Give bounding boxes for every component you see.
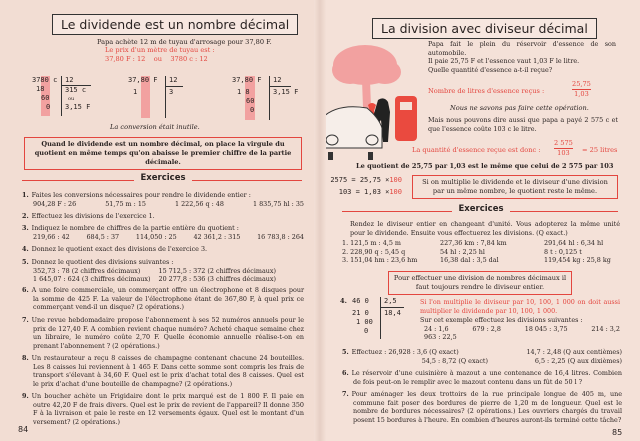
equation-1: 2575 = 25,75 ×100 xyxy=(330,176,402,184)
exercise-8: 8. Un restaurateur a reçu 8 caisses de champagne contenant chacune 24 bouteilles. Les 8 caisses lui reviennent à 1 465 F. Dans cette somme sont compris les frais de transport s'élevant à 34,60 F. Quel est le prix d'achat total des 8 caisses. Quel est le prix d'achat d'une bouteille de champagne? (2 opérations.) xyxy=(22,354,304,388)
exercise-4: 4. Donnez le quotient exact des divisions de l'exercice 3. xyxy=(22,245,208,253)
exercise-9: 9. Un boucher achète un Frigidaire dont le prix marqué est de 1 800 F. Il paie en outre 42,20 F de frais divers. Quel est le prix de revient de l'appareil? Il donne 350 F à la livraison et paie le reste en 12 versements égaux. Quel est le montant d'un versement? (2 opérations.) xyxy=(22,392,304,426)
exercise-5: 5. Donnez le quotient des divisions suivantes : 352,73 : 78 (2 chiffres décimaux) 15 712,5 : 372 (2 chiffres décimaux) 1 645,07 : 624 (3 chiffres décimaux) 20 277,8 : 536 (3 chiffres décimaux) xyxy=(22,258,276,284)
intro-text: Papa achète 12 m de tuyau d'arrosage pour 37,80 F. xyxy=(97,38,272,46)
exercises-heading: Exercices xyxy=(458,204,504,214)
page-number: 84 xyxy=(18,425,29,434)
note: La conversion était inutile. xyxy=(110,123,200,131)
fraction-result: = 25 litres xyxy=(582,146,618,154)
exercise-2: 2. Effectuez les divisions de l'exercice 1. xyxy=(22,212,155,220)
page-number: 85 xyxy=(612,428,623,437)
right-page xyxy=(320,0,640,441)
page-title: Le dividende est un nombre décimal xyxy=(52,14,298,35)
fraction: 25,75 1,03 xyxy=(572,80,591,98)
exercise-grid: 1. 121,5 m : 4,5 m 227,36 km : 7,84 km 291,64 hl : 6,34 hl 2. 228,90 q : 5,45 q 54 hl : 2,25 hl 8 t : 0,125 t 3. 151,04 hm : 23,6 hm 16,38 dal : 3,5 dal 119,454 kg : 25,8 kg xyxy=(342,239,611,265)
exercise-7: 7. Une revue hebdomadaire propose l'abonnement à ses 52 numéros annuels pour le prix de 127,40 F. A combien revient chaque numéro? Acheté chaque semaine chez un libraire, le numéro coûte 2,70 F. Quelle économie annuelle réalise-t-on en prenant l'abonnement ? (2 opérations.) xyxy=(22,316,304,350)
book-gutter xyxy=(314,0,326,441)
exercise-4-text: Sur cet exemple effectuez les divisions suivantes : 24 : 1,6 679 : 2,8 18 045 : 3,75 214 : 3,2 963 : 22,5 xyxy=(420,316,620,342)
red-text: 37,80 F : 12 ou 3780 c : 12 xyxy=(105,55,208,63)
gas-station-illustration xyxy=(320,40,425,165)
division-example-3: 37,80 F 1 8 60 0 12 3,15 F xyxy=(232,76,302,120)
exercises-heading: Exercices xyxy=(140,173,186,183)
exercise-7: 7. Pour aménager les deux trottoirs de la rue principale longue de 405 m, une commune fait poser des bordures de pierre de 1,20 m de longueur. Quel est le nombre de bordures nécessaires? (2 opérations.) Les ouvriers chargés du travail posent 15 bordures à l'heure. En combien d'heures auront-ils terminé cette tâche? xyxy=(342,390,622,424)
exercise-3: 3. Indiquez le nombre de chiffres de la partie entière du quotient : 219,66 : 42 684,5 : 37 114,050 : 25 42 361,2 : 315 16 783,8 : 264 xyxy=(22,224,304,241)
problem-text-2: Mais nous pouvons dire aussi que papa a payé 2 575 c et que l'essence coûte 103 c le litre. xyxy=(428,116,618,133)
fraction: 2 575 103 xyxy=(554,139,573,157)
exercise-6: 6. Le réservoir d'une cuisinière à mazout a une contenance de 16,4 litres. Combien de fois peut-on le remplir avec le mazout contenu dans un fût de 50 l ? xyxy=(342,369,622,386)
page-title: La division avec diviseur décimal xyxy=(372,18,597,39)
exercise-intro: Rendez le diviseur entier en changeant d'unité. Vous adopterez la même unité pour le dividende. Ensuite vous effectuerez les divisions. (Q exact.) xyxy=(350,220,620,237)
exercise-6: 6. A une foire commerciale, un commerçant offre un électrophone et 8 disques pour la somme de 425 F. La valeur de l'électrophone étant de 367,80 F, à quel prix ce commerçant vend-il un disque? (2 opérations.) xyxy=(22,286,304,312)
rule-box: Si on multiplie le dividende et le diviseur d'une division par un même nombre, le quotient reste le même. xyxy=(412,175,618,199)
equation-2: 103 = 1,03 ×100 xyxy=(338,188,402,196)
problem-text: Papa fait le plein du réservoir d'essence de son automobile. Il paie 25,75 F et l'essence vaut 1,03 F le litre. Quelle quantité d'essence a-t-il reçue? xyxy=(428,40,616,74)
division-example-4: 4. 46 0 21 0 1 00 0 2,5 18,4 xyxy=(340,297,410,343)
red-text: Si l'on multiplie le diviseur par 10, 100, 1 000 on doit aussi multiplier le dividende par 10, 100, 1 000. xyxy=(420,298,620,315)
rule-box: Quand le dividende est un nombre décimal, on place la virgule du quotient en même temps qu'on abaisse le premier chiffre de la partie décimale. xyxy=(24,137,302,170)
red-text: Le prix d'un mètre de tuyau est : xyxy=(105,46,215,54)
bold-statement: Le quotient de 25,75 par 1,03 est le même que celui de 2 575 par 103 xyxy=(356,162,614,170)
red-text: La quantité d'essence reçue est donc : xyxy=(412,146,541,154)
rule-box-2: Pour effectuer une division de nombres décimaux il faut toujours rendre le diviseur entier. xyxy=(388,271,572,295)
division-example-2: 37,80 F 1 12 3 xyxy=(128,76,188,120)
note: Nous ne savons pas faire cette opération. xyxy=(450,104,589,112)
red-text: Nombre de litres d'essence reçus : xyxy=(428,87,545,95)
exercise-5: 5. Effectuez : 26,928 : 3,6 (Q exact) 14,7 : 2,48 (Q aux centièmes) 54,5 : 8,72 (Q exact) 6,5 : 2,25 (Q aux dixièmes) xyxy=(342,348,622,365)
exercise-1: 1. Faites les conversions nécessaires pour rendre le dividende entier : 904,28 F : 26 51,75 m : 15 1 222,56 q : 48 1 835,75 hl : 35 xyxy=(22,191,304,208)
division-example-1: 3780 c 18 60 0 12 315 c ou 3,15 F xyxy=(32,76,92,120)
